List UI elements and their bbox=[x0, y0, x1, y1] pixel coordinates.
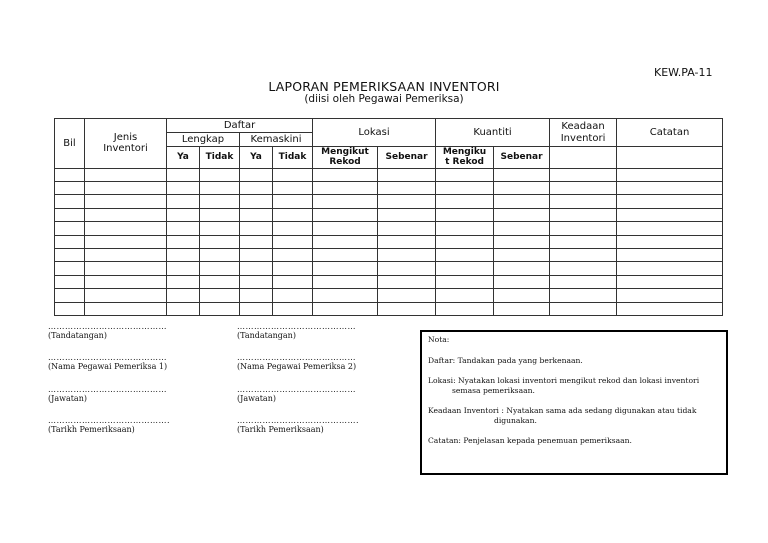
table-row bbox=[55, 302, 723, 315]
table-cell[interactable] bbox=[85, 289, 167, 302]
table-cell[interactable] bbox=[313, 275, 378, 288]
table-cell[interactable] bbox=[55, 262, 85, 275]
position-2 bbox=[237, 386, 387, 404]
table-cell[interactable] bbox=[550, 302, 617, 315]
table-cell[interactable] bbox=[85, 222, 167, 235]
table-cell[interactable] bbox=[494, 222, 550, 235]
table-cell[interactable] bbox=[436, 262, 494, 275]
table-cell[interactable] bbox=[200, 182, 240, 195]
table-cell[interactable] bbox=[313, 168, 378, 181]
table-cell[interactable] bbox=[240, 262, 273, 275]
table-cell[interactable] bbox=[313, 249, 378, 262]
table-cell[interactable] bbox=[378, 182, 436, 195]
table-cell[interactable] bbox=[55, 275, 85, 288]
table-cell[interactable] bbox=[550, 275, 617, 288]
table-cell[interactable] bbox=[494, 182, 550, 195]
note-keadaan: Keadaan Inventori : Nyatakan sama ada sedang digunakan atau tidak digunakan. bbox=[428, 406, 697, 425]
table-cell[interactable] bbox=[436, 302, 494, 315]
table-cell[interactable] bbox=[200, 208, 240, 221]
table-cell[interactable] bbox=[85, 275, 167, 288]
table-cell[interactable] bbox=[273, 262, 313, 275]
date-label: (Tarikh Pemeriksaan) bbox=[237, 425, 324, 434]
inventory-table bbox=[54, 118, 723, 316]
table-cell[interactable] bbox=[273, 208, 313, 221]
table-cell[interactable] bbox=[167, 275, 200, 288]
table-row bbox=[55, 235, 723, 248]
table-cell[interactable] bbox=[436, 249, 494, 262]
table-cell[interactable] bbox=[494, 168, 550, 181]
table-cell[interactable] bbox=[617, 182, 723, 195]
table-cell[interactable] bbox=[240, 302, 273, 315]
table-cell[interactable] bbox=[240, 275, 273, 288]
table-cell[interactable] bbox=[313, 235, 378, 248]
header-lengkap-ya: Ya bbox=[167, 147, 200, 169]
table-cell[interactable] bbox=[550, 182, 617, 195]
signature-1 bbox=[48, 323, 198, 341]
table-cell[interactable] bbox=[550, 208, 617, 221]
table-cell[interactable] bbox=[550, 289, 617, 302]
table-cell[interactable] bbox=[313, 222, 378, 235]
table-row bbox=[55, 289, 723, 302]
table-cell[interactable] bbox=[273, 168, 313, 181]
table-cell[interactable] bbox=[378, 235, 436, 248]
table-cell[interactable] bbox=[200, 235, 240, 248]
table-cell[interactable] bbox=[240, 195, 273, 208]
table-cell[interactable] bbox=[378, 222, 436, 235]
header-kemaskini: Kemaskini bbox=[240, 133, 313, 147]
table-cell[interactable] bbox=[167, 208, 200, 221]
officer-2-label: (Nama Pegawai Pemeriksa 2) bbox=[237, 362, 357, 371]
table-row bbox=[55, 249, 723, 262]
table-cell[interactable] bbox=[436, 222, 494, 235]
table-cell[interactable] bbox=[167, 222, 200, 235]
table-cell[interactable] bbox=[436, 182, 494, 195]
table-cell[interactable] bbox=[273, 235, 313, 248]
table-cell[interactable] bbox=[200, 249, 240, 262]
table-cell[interactable] bbox=[200, 262, 240, 275]
table-cell[interactable] bbox=[167, 262, 200, 275]
table-cell[interactable] bbox=[378, 275, 436, 288]
note-catatan: Catatan: Penjelasan kepada penemuan pemeriksaan. bbox=[428, 436, 632, 445]
table-row bbox=[55, 208, 723, 221]
table-cell[interactable] bbox=[55, 249, 85, 262]
signature-line: ……………………………………. bbox=[237, 416, 360, 425]
table-cell[interactable] bbox=[200, 275, 240, 288]
table-cell[interactable] bbox=[436, 208, 494, 221]
header-lokasi-mengikut-rekod: Mengikut Rekod bbox=[313, 147, 378, 169]
date-label: (Tarikh Pemeriksaan) bbox=[48, 425, 135, 434]
table-cell[interactable] bbox=[494, 262, 550, 275]
table-cell[interactable] bbox=[200, 289, 240, 302]
table-cell[interactable] bbox=[240, 235, 273, 248]
table-cell[interactable] bbox=[85, 262, 167, 275]
header-kemaskini-ya: Ya bbox=[240, 147, 273, 169]
table-cell[interactable] bbox=[494, 235, 550, 248]
table-cell[interactable] bbox=[494, 289, 550, 302]
table-cell[interactable] bbox=[494, 275, 550, 288]
signature-line: …………………………………… bbox=[48, 385, 167, 394]
table-cell[interactable] bbox=[494, 208, 550, 221]
table-cell[interactable] bbox=[240, 208, 273, 221]
table-cell[interactable] bbox=[85, 235, 167, 248]
table-cell[interactable] bbox=[200, 195, 240, 208]
position-label: (Jawatan) bbox=[48, 394, 87, 403]
table-cell[interactable] bbox=[85, 168, 167, 181]
table-cell[interactable] bbox=[240, 249, 273, 262]
header-kuantiti: Kuantiti bbox=[436, 119, 550, 147]
table-cell[interactable] bbox=[55, 168, 85, 181]
table-cell[interactable] bbox=[85, 182, 167, 195]
header-daftar: Daftar bbox=[167, 119, 313, 133]
table-cell[interactable] bbox=[378, 195, 436, 208]
table-cell[interactable] bbox=[550, 235, 617, 248]
table-cell[interactable] bbox=[436, 275, 494, 288]
table-cell[interactable] bbox=[550, 222, 617, 235]
table-row bbox=[55, 262, 723, 275]
table-cell[interactable] bbox=[167, 195, 200, 208]
table-cell[interactable] bbox=[378, 168, 436, 181]
name-1 bbox=[48, 354, 198, 372]
note-daftar: Daftar: Tandakan pada yang berkenaan. bbox=[428, 356, 583, 365]
table-cell[interactable] bbox=[85, 195, 167, 208]
table-cell[interactable] bbox=[167, 289, 200, 302]
notes-box bbox=[420, 330, 728, 475]
signature-line: ……………………………………. bbox=[48, 416, 171, 425]
table-cell[interactable] bbox=[436, 168, 494, 181]
signature-line: …………………………………… bbox=[237, 353, 356, 362]
table-cell[interactable] bbox=[240, 289, 273, 302]
form-code: KEW.PA-11 bbox=[654, 66, 713, 79]
table-cell[interactable] bbox=[167, 168, 200, 181]
table-cell[interactable] bbox=[273, 275, 313, 288]
table-row bbox=[55, 222, 723, 235]
table-cell[interactable] bbox=[617, 222, 723, 235]
table-cell[interactable] bbox=[617, 168, 723, 181]
header-catatan-blank bbox=[617, 147, 723, 169]
table-cell[interactable] bbox=[617, 289, 723, 302]
signature-line: …………………………………… bbox=[237, 322, 356, 331]
signature-line: …………………………………… bbox=[237, 385, 356, 394]
header-bil: Bil bbox=[55, 119, 85, 169]
header-keadaan-blank bbox=[550, 147, 617, 169]
table-cell[interactable] bbox=[273, 289, 313, 302]
table-cell[interactable] bbox=[313, 262, 378, 275]
table-cell[interactable] bbox=[55, 289, 85, 302]
table-cell[interactable] bbox=[313, 208, 378, 221]
page-subtitle: (diisi oleh Pegawai Pemeriksa) bbox=[304, 93, 464, 105]
table-cell[interactable] bbox=[55, 182, 85, 195]
signature-2 bbox=[237, 323, 387, 341]
table-cell[interactable] bbox=[550, 168, 617, 181]
table-row bbox=[55, 168, 723, 181]
table-cell[interactable] bbox=[617, 208, 723, 221]
table-cell[interactable] bbox=[273, 249, 313, 262]
table-cell[interactable] bbox=[273, 182, 313, 195]
position-1 bbox=[48, 386, 198, 404]
table-cell[interactable] bbox=[167, 235, 200, 248]
table-cell[interactable] bbox=[378, 289, 436, 302]
table-cell[interactable] bbox=[55, 302, 85, 315]
table-body bbox=[55, 168, 723, 315]
header-kuantiti-mengikut-rekod: Mengiku t Rekod bbox=[436, 147, 494, 169]
signature-label: (Tandatangan) bbox=[237, 331, 296, 340]
table-cell[interactable] bbox=[550, 195, 617, 208]
notes-title: Nota: bbox=[428, 335, 450, 344]
table-cell[interactable] bbox=[550, 249, 617, 262]
table-cell[interactable] bbox=[240, 222, 273, 235]
table-cell[interactable] bbox=[378, 302, 436, 315]
table-cell[interactable] bbox=[617, 249, 723, 262]
table-cell[interactable] bbox=[55, 222, 85, 235]
table-cell[interactable] bbox=[55, 235, 85, 248]
table-cell[interactable] bbox=[167, 302, 200, 315]
table-row bbox=[55, 195, 723, 208]
table-cell[interactable] bbox=[313, 289, 378, 302]
date-2 bbox=[237, 417, 387, 435]
header-lokasi: Lokasi bbox=[313, 119, 436, 147]
table-cell[interactable] bbox=[273, 222, 313, 235]
note-lokasi: Lokasi: Nyatakan lokasi inventori mengikut rekod dan lokasi inventori semasa pemeriksaan. bbox=[428, 376, 700, 395]
signature-line: …………………………………… bbox=[48, 353, 167, 362]
table-cell[interactable] bbox=[436, 289, 494, 302]
table-cell[interactable] bbox=[313, 302, 378, 315]
table-cell[interactable] bbox=[378, 262, 436, 275]
table-cell[interactable] bbox=[617, 302, 723, 315]
table-cell[interactable] bbox=[167, 182, 200, 195]
header-lengkap: Lengkap bbox=[167, 133, 240, 147]
signature-line: …………………………………… bbox=[48, 322, 167, 331]
table-cell[interactable] bbox=[240, 168, 273, 181]
header-lengkap-tidak: Tidak bbox=[200, 147, 240, 169]
table-cell[interactable] bbox=[617, 195, 723, 208]
table-cell[interactable] bbox=[550, 262, 617, 275]
header-kemaskini-tidak: Tidak bbox=[273, 147, 313, 169]
table-row bbox=[55, 275, 723, 288]
table-cell[interactable] bbox=[273, 302, 313, 315]
table-cell[interactable] bbox=[617, 262, 723, 275]
table-cell[interactable] bbox=[85, 208, 167, 221]
table-cell[interactable] bbox=[313, 195, 378, 208]
table-cell[interactable] bbox=[55, 208, 85, 221]
table-cell[interactable] bbox=[313, 182, 378, 195]
table-cell[interactable] bbox=[617, 235, 723, 248]
table-cell[interactable] bbox=[240, 182, 273, 195]
table-cell[interactable] bbox=[167, 249, 200, 262]
table-cell[interactable] bbox=[200, 168, 240, 181]
position-label: (Jawatan) bbox=[237, 394, 276, 403]
header-kuantiti-sebenar: Sebenar bbox=[494, 147, 550, 169]
signature-label: (Tandatangan) bbox=[48, 331, 107, 340]
table-cell[interactable] bbox=[617, 275, 723, 288]
date-1 bbox=[48, 417, 198, 435]
table-cell[interactable] bbox=[378, 208, 436, 221]
officer-1-label: (Nama Pegawai Pemeriksa 1) bbox=[48, 362, 168, 371]
table-cell[interactable] bbox=[200, 222, 240, 235]
table-cell[interactable] bbox=[494, 249, 550, 262]
table-cell[interactable] bbox=[273, 195, 313, 208]
table-cell[interactable] bbox=[494, 195, 550, 208]
table-cell[interactable] bbox=[494, 302, 550, 315]
header-catatan: Catatan bbox=[617, 119, 723, 147]
table-cell[interactable] bbox=[378, 249, 436, 262]
table-row bbox=[55, 182, 723, 195]
name-2 bbox=[237, 354, 387, 372]
header-jenis-inventori: Jenis Inventori bbox=[85, 119, 167, 169]
table-cell[interactable] bbox=[55, 195, 85, 208]
header-lokasi-sebenar: Sebenar bbox=[378, 147, 436, 169]
table-cell[interactable] bbox=[200, 302, 240, 315]
table-cell[interactable] bbox=[436, 195, 494, 208]
table-cell[interactable] bbox=[85, 302, 167, 315]
page-title: LAPORAN PEMERIKSAAN INVENTORI bbox=[268, 79, 500, 94]
table-cell[interactable] bbox=[436, 235, 494, 248]
table-cell[interactable] bbox=[85, 249, 167, 262]
header-keadaan-inventori: Keadaan Inventori bbox=[550, 119, 617, 147]
